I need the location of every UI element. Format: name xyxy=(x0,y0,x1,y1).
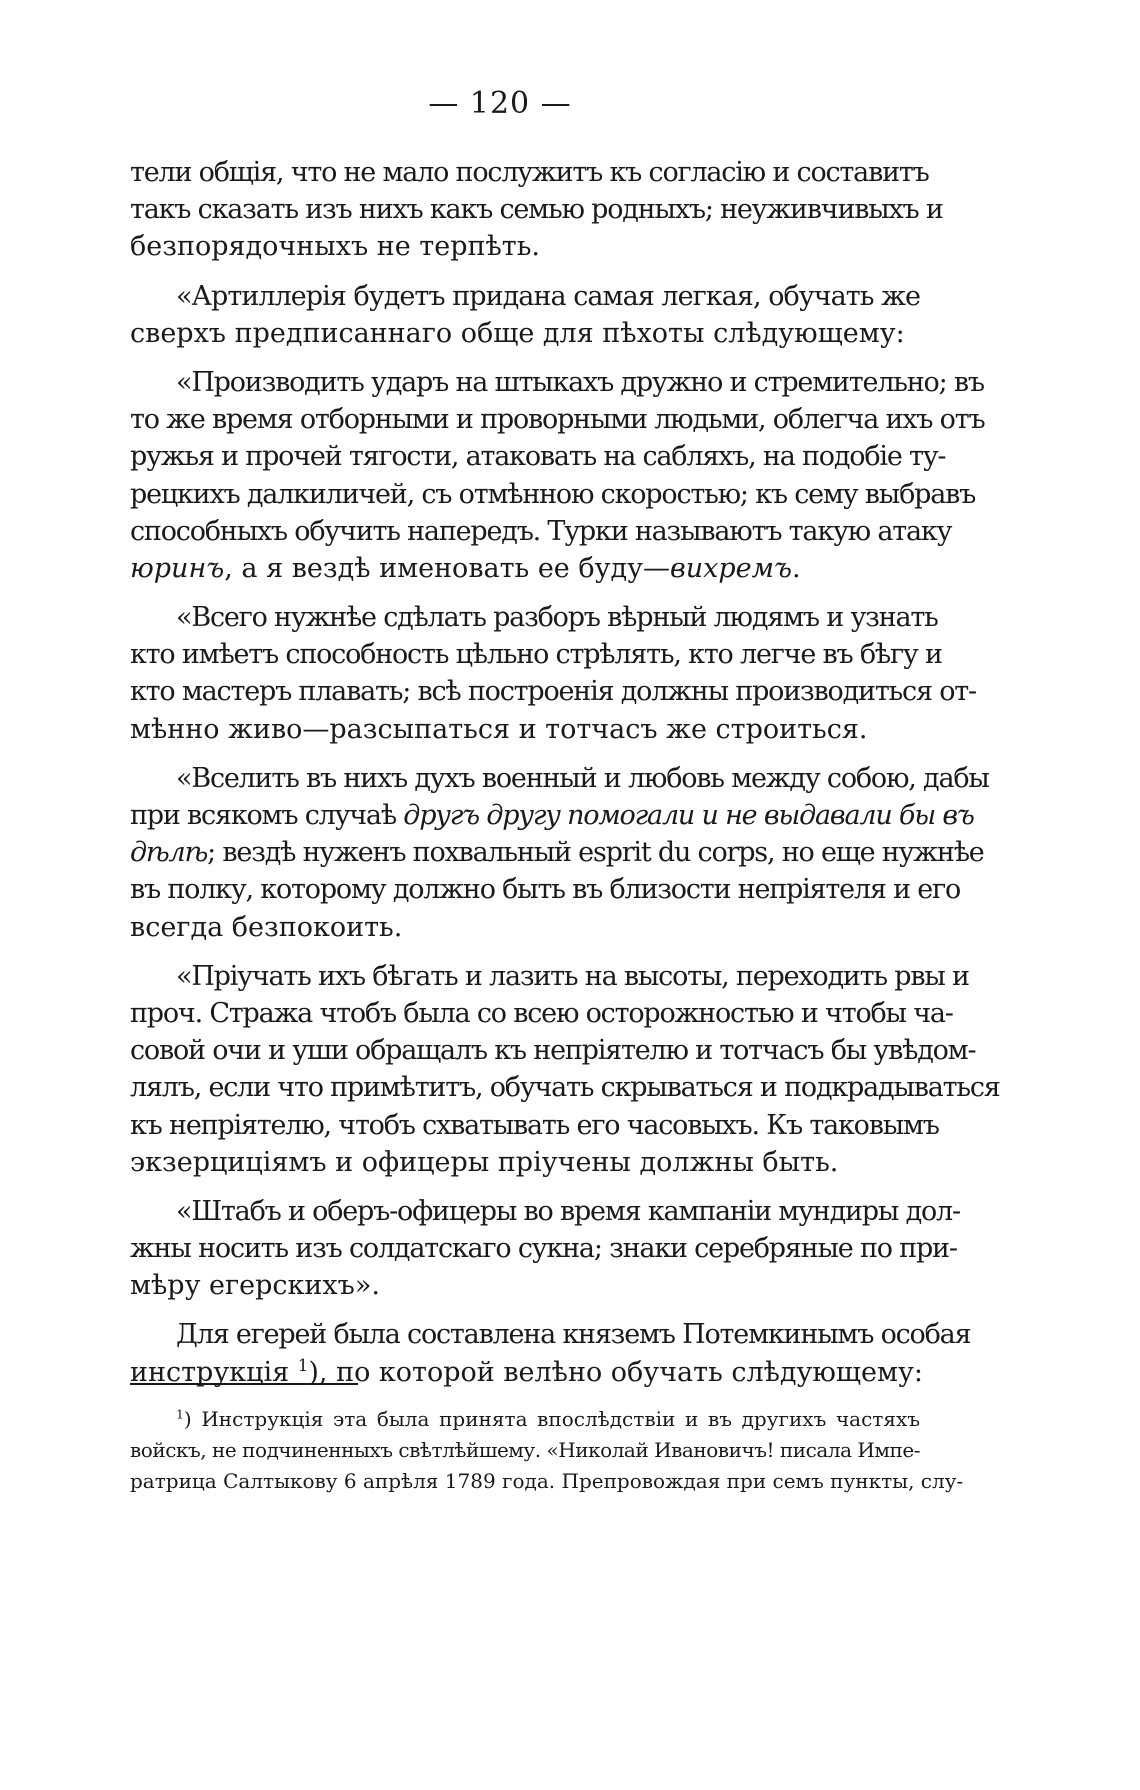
paragraph-6 xyxy=(130,958,1000,1181)
text-line: въ полку, которому должно быть въ близости непріятеля и его xyxy=(130,874,961,906)
text-line: экзерциціямъ и офицеры пріучены должны быть. xyxy=(130,1146,839,1178)
text-line: проч. Стража чтобъ была со всею осторожностью и чтобы ча- xyxy=(130,997,953,1029)
footnote-number: 1 xyxy=(176,1406,184,1422)
text-line: кто мастеръ плавать; всѣ построенія должны производиться от- xyxy=(130,676,976,708)
body-text xyxy=(130,154,1000,1391)
text-line: «Штабъ и оберъ-офицеры во время кампаніи мундиры дол- xyxy=(176,1195,960,1227)
text-line: «Вселить въ нихъ духъ военный и любовь между собою, дабы xyxy=(176,762,989,794)
text-line: мѣру егерскихъ». xyxy=(130,1270,380,1302)
footnote-marker: 1 xyxy=(297,1354,309,1375)
text-line: «Всего нужнѣе сдѣлать разборъ вѣрный людямъ и узнать xyxy=(176,602,938,634)
footnote-line: ратрица Салтыкову 6 апрѣля 1789 года. Препровождая при семъ пункты, слу- xyxy=(130,1469,964,1493)
paragraph-4 xyxy=(130,599,976,748)
paragraph-3 xyxy=(130,364,985,587)
footnote xyxy=(130,1404,964,1497)
text-line: то же время отборными и проворными людьми, облегча ихъ отъ xyxy=(130,404,985,436)
italic-text: другъ другу помогали и не выдавали бы въ xyxy=(403,800,974,831)
text-line: инструкція $^1$), по которой велѣно обучать слѣдующему: xyxy=(130,1354,923,1388)
italic-text: дѣлѣ xyxy=(130,837,208,869)
paragraph-8 xyxy=(130,1316,971,1390)
text-line: сверхъ предписаннаго обще для пѣхоты слѣдующему: xyxy=(130,317,905,349)
paragraph-1 xyxy=(130,154,943,266)
text-line: жны носить изъ солдатскаго сукна; знаки серебряные по при- xyxy=(130,1233,957,1265)
italic-text: вихремъ xyxy=(670,552,793,584)
text-line: «Пріучать ихъ бѣгать и лазить на высоты, переходить рвы и xyxy=(176,960,969,992)
text-line: способныхъ обучить напередъ. Турки называютъ такую атаку xyxy=(130,515,952,547)
text-line: юринъ, а я вездѣ именовать ее буду—вихремъ. xyxy=(130,552,801,584)
paragraph-7 xyxy=(130,1193,960,1305)
text-line: рецкихъ далкиличей, съ отмѣнною скоростью; къ сему выбравъ xyxy=(130,478,976,510)
page-number: — 120 — xyxy=(428,86,572,121)
text-line: ружья и прочей тягости, атаковать на сабляхъ, на подобіе ту- xyxy=(130,441,946,473)
paragraph-2 xyxy=(130,278,920,352)
footnote-line: войскъ, не подчиненныхъ свѣтлѣйшему. «Николай Ивановичъ! писала Импе- xyxy=(130,1438,920,1462)
text-line: мѣнно живо—разсыпаться и тотчасъ же строиться. xyxy=(130,713,868,745)
text-line: «Артиллерія будетъ придана самая легкая, обучать же xyxy=(176,280,920,312)
text-line: совой очи и уши обращалъ къ непріятелю и тотчасъ бы увѣдом- xyxy=(130,1035,976,1067)
text-line: кто имѣетъ способность цѣльно стрѣлять, кто легче въ бѣгу и xyxy=(130,639,942,671)
footnote-divider xyxy=(130,1383,358,1385)
text-line: тели общія, что не мало послужитъ къ согласію и составитъ xyxy=(130,157,929,188)
text-line: къ непріятелю, чтобъ схватывать его часовыхъ. Къ таковымъ xyxy=(130,1109,939,1141)
text-line: Для егерей была составлена княземъ Потемкинымъ особая xyxy=(176,1319,971,1351)
text-line: лялъ, если что примѣтитъ, обучать скрываться и подкрадываться xyxy=(130,1072,1000,1104)
text-line: безпорядочныхъ не терпѣть. xyxy=(130,231,540,263)
footnote-line: $^1$) Инструкція эта была принята впослѣдствіи и въ другихъ частяхъ xyxy=(176,1406,920,1431)
text-line: дѣлѣ; вездѣ нуженъ похвальный esprit du corps, но еще нужнѣе xyxy=(130,837,984,869)
text-line: «Производить ударъ на штыкахъ дружно и стремительно; въ xyxy=(176,366,984,398)
text-line: при всякомъ случаѣ другъ другу помогали и не выдавали бы въ xyxy=(130,800,974,831)
text-line: всегда безпокоить. xyxy=(130,911,403,943)
text-line: такъ сказать изъ нихъ какъ семью родныхъ; неуживчивыхъ и xyxy=(130,194,943,226)
italic-text: юринъ xyxy=(130,552,225,584)
paragraph-5 xyxy=(130,760,989,946)
